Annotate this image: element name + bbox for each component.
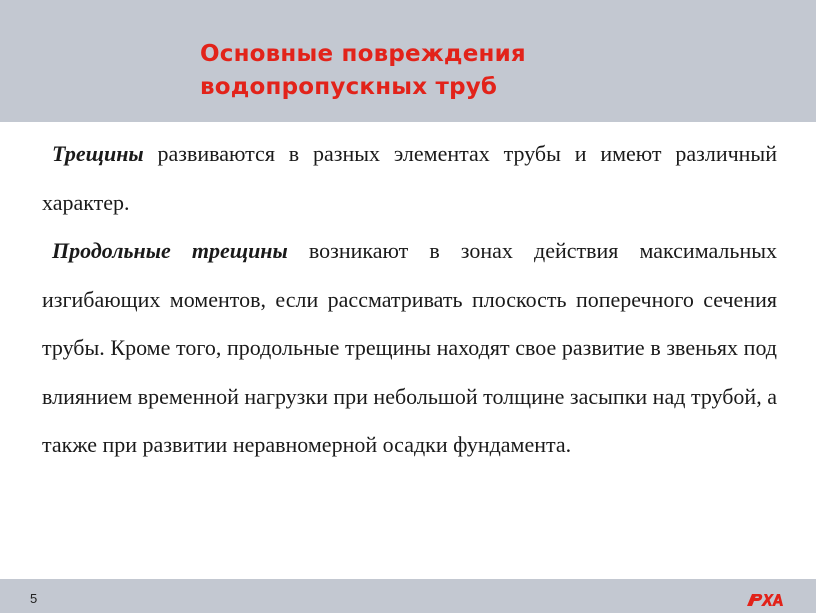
rzd-logo-icon: [745, 590, 785, 610]
paragraph-cracks-text: развиваются в разных элементах трубы и имеют различный характер.: [42, 141, 777, 215]
paragraph-longitudinal-cracks: [42, 227, 777, 470]
term-longitudinal-cracks: Продольные трещины: [52, 238, 288, 263]
term-cracks: Трещины: [52, 141, 144, 166]
slide-body: [42, 130, 777, 470]
page-number: 5: [30, 591, 38, 606]
paragraph-longitudinal-text: возникают в зонах действия максимальных изгибающих моментов, если рассматривать плоскость поперечного сечения трубы. Кроме того, продольные трещины находят свое развитие в звеньях под влиянием временной нагрузки при небольшой толщине засыпки над трубой, а также при развитии неравномерной осадки фундамента.: [42, 238, 777, 457]
header-band: [0, 0, 816, 122]
slide-title: [200, 38, 760, 104]
title-line-2: водопропускных труб: [200, 74, 498, 100]
footer-band: [0, 579, 816, 613]
paragraph-cracks: [42, 130, 777, 227]
title-line-1: Основные повреждения: [200, 41, 526, 67]
